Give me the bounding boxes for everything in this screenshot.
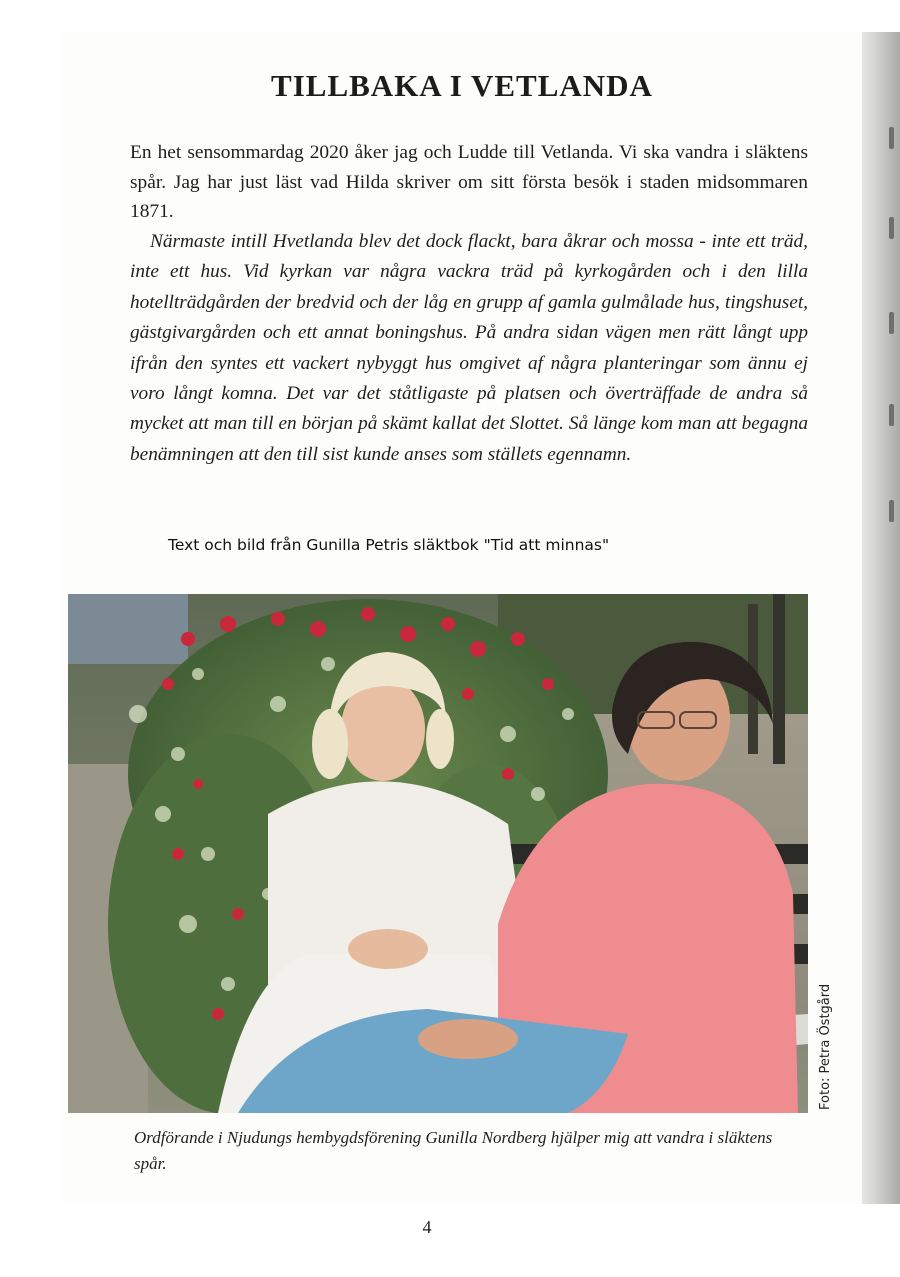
page-number: 4 bbox=[422, 1217, 432, 1237]
photo-credit: Foto: Petra Östgård bbox=[818, 983, 833, 1110]
quoted-passage: Närmaste intill Hvetlanda blev det dock flackt, bara åkrar och mossa - inte ett träd, inte ett hus. Vid kyrkan var några vackra träd på kyrkogården och i den lilla hotellträdgården der bredvid och der låg en grupp af gamla gulmålade hus, tingshuset, gästgivargården och ett annat boningshus. På andra sidan vägen men rätt långt upp ifrån den syntes ett vackert nybyggt hus omgivet af några planteringar som ännu ej voro långt komna. Det var det ståtligaste på platsen och överträffade de andra så mycket att man till en början på skämt kallat det Slottet. Så länge kom man att begagna benämningen att den till sist kunde anses som ställets egennamn. bbox=[130, 231, 808, 465]
photo-two-women-on-bench bbox=[68, 594, 808, 1113]
intro-paragraph: En het sensommardag 2020 åker jag och Ludde till Vetlanda. Vi ska vandra i släktens spår. Jag har just läst vad Hilda skriver om sitt första besök i staden midsommaren 1871. bbox=[130, 142, 808, 222]
book-binding-edge bbox=[862, 32, 900, 1204]
page-title: TILLBAKA I VETLANDA bbox=[271, 68, 653, 103]
source-note: Text och bild från Gunilla Petris släktbok "Tid att minnas" bbox=[168, 536, 610, 554]
photo-caption: Ordförande i Njudungs hembygdsförening Gunilla Nordberg hjälper mig att vandra i släktens spår. bbox=[134, 1128, 773, 1173]
